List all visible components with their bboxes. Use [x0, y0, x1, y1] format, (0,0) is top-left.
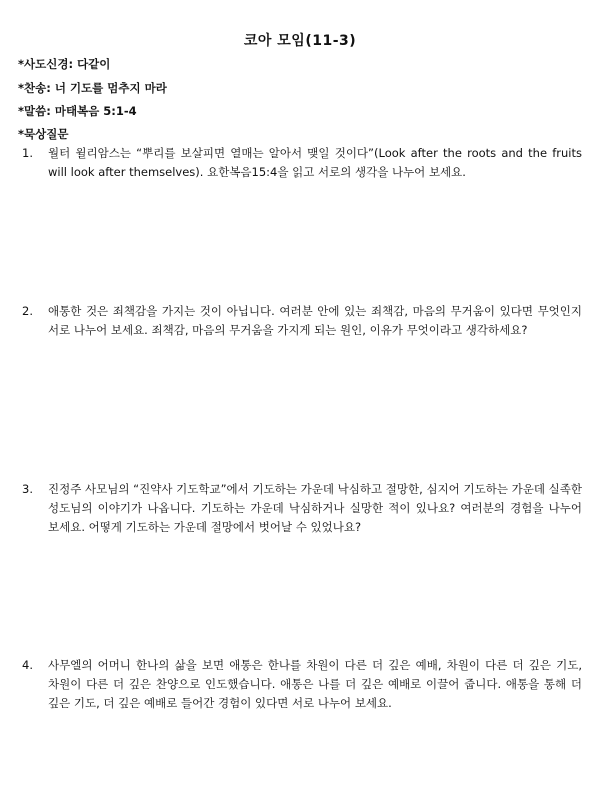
- scripture-label: *말씀:: [18, 104, 51, 118]
- creed-value: 다같이: [77, 57, 111, 71]
- creed-label: *사도신경:: [18, 57, 74, 71]
- question-item-2: [22, 302, 582, 340]
- hymn-line: [18, 80, 167, 96]
- question-item-3: [22, 480, 582, 537]
- question-number: 4.: [22, 658, 33, 672]
- question-item-4: [22, 656, 582, 713]
- question-number: 1.: [22, 146, 33, 160]
- question-text: 사무엘의 어머니 한나의 삶을 보면 애통은 한나를 차원이 다른 더 깊은 예배, 차원이 다른 더 깊은 기도, 차원이 다른 더 깊은 찬양으로 인도했습니다. 애통은 나를 더 깊은 예배로 이끌어 줍니다. 애통을 통해 더 깊은 기도, 더 깊은 예배로 들어간 경험이 있다면 서로 나누어 보세요.: [48, 658, 582, 710]
- question-text: 애통한 것은 죄책감을 가지는 것이 아닙니다. 여러분 안에 있는 죄책감, 마음의 무거움이 있다면 무엇인지 서로 나누어 보세요. 죄책감, 마음의 무거움을 가지게 되는 원인, 이유가 무엇이라고 생각하세요?: [48, 304, 582, 337]
- question-number: 3.: [22, 482, 33, 496]
- creed-line: [18, 56, 110, 72]
- page-title: 코아 모임(11-3): [243, 33, 357, 49]
- question-text: 월터 윌리암스는 “뿌리를 보살피면 열매는 알아서 맺일 것이다”(Look after the roots and the fruits will look after themselves). 요한복음15:4을 읽고 서로의 생각을 나누어 보세요.: [48, 146, 582, 179]
- question-text: 진정주 사모님의 “진약사 기도학교”에서 기도하는 가운데 낙심하고 절망한, 심지어 기도하는 가운데 실족한 성도님의 이야기가 나옵니다. 기도하는 가운데 낙심하거나 실망한 적이 있나요? 여러분의 경험을 나누어 보세요. 어떻게 기도하는 가운데 절망에서 벗어날 수 있었나요?: [48, 482, 582, 534]
- question-item-1: [22, 144, 582, 182]
- scripture-value: 마태복음 5:1-4: [54, 104, 137, 118]
- question-number: 2.: [22, 304, 33, 318]
- hymn-label: *찬송:: [18, 81, 51, 95]
- meditation-heading: *묵상질문: [18, 127, 69, 141]
- hymn-value: 너 기도를 멈추지 마라: [54, 81, 167, 95]
- scripture-line: [18, 103, 137, 119]
